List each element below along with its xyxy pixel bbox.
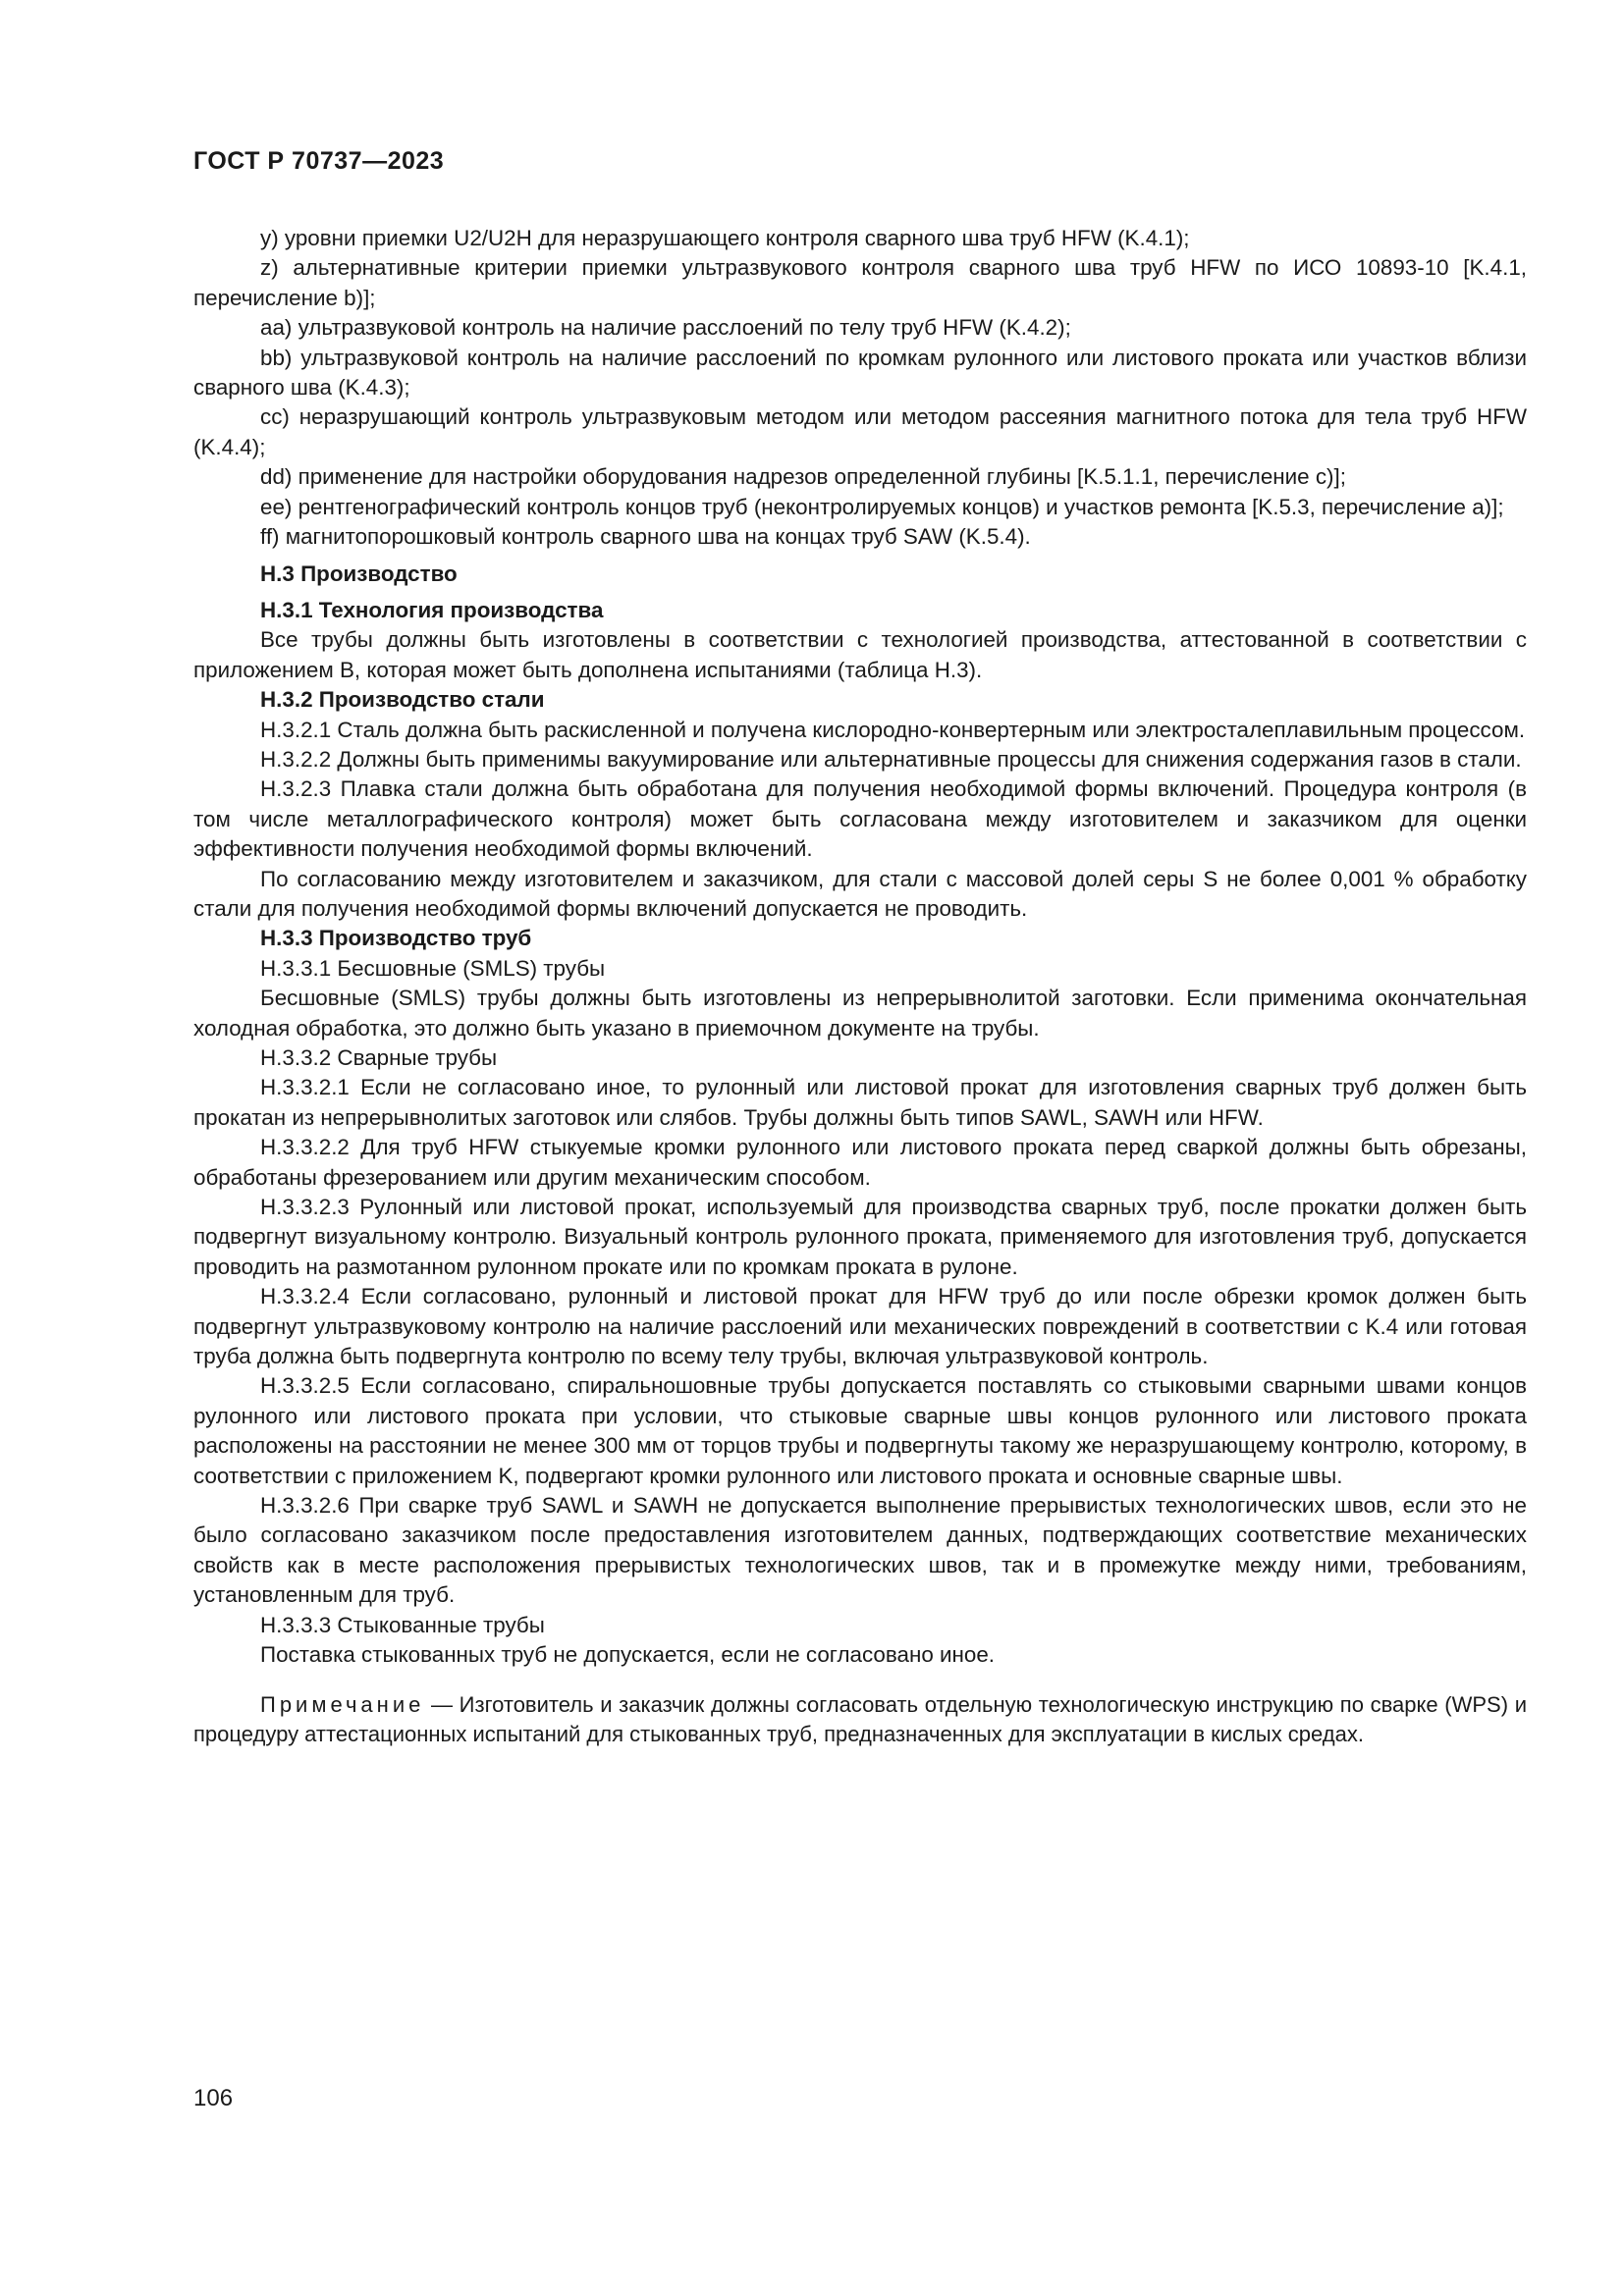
body-paragraph: Н.3.3.2.2 Для труб HFW стыкуемые кромки рулонного или листового проката перед сваркой должны быть обрезаны, обработаны фрезерованием или другим механическим способом. [193,1135,1527,1190]
body-paragraph: ee) рентгенографический контроль концов труб (неконтролируемых концов) и участков ремонта [K.5.3, перечисление a)]; [260,494,1504,519]
note-label: Примечание [260,1691,425,1717]
page-number: 106 [193,2085,234,2111]
body-paragraph: Н.3.2.3 Плавка стали должна быть обработана для получения необходимой формы включений. Процедура контроля (в том числе металлографического контроля) может быть согласована между изготовителем и заказчиком для оценки эффективности получения необходимой формы включений. [193,776,1527,862]
note-text: — Изготовитель и заказчик должны согласовать отдельную технологическую инструкцию по сварке (WPS) и процедуру аттестационных испытаний для стыкованных труб, предназначенных для эксплуатации в кислых средах. [193,1691,1527,1746]
body-paragraph: bb) ультразвуковой контроль на наличие расслоений по кромкам рулонного или листового проката или участков вблизи сварного шва (K.4.3); [193,345,1527,400]
body-paragraph: aa) ультразвуковой контроль на наличие расслоений по телу труб HFW (K.4.2); [260,315,1071,341]
section-heading: Н.3.1 Технология производства [260,597,604,622]
body-paragraph: Н.3.3.3 Стыкованные трубы [260,1612,545,1637]
section-heading: Н.3.3 Производство труб [260,926,532,951]
body-paragraph: По согласованию между изготовителем и заказчиком, для стали с массовой долей серы S не более 0,001 % обработку стали для получения необходимой формы включений допускается не проводить. [193,866,1527,921]
body-paragraph: Н.3.3.2.5 Если согласовано, спиральношовные трубы допускается поставлять со стыковыми сварными швами концов рулонного или листового проката при условии, что стыковые сварные швы концов рулонного или листового проката расположены на расстоянии не менее 300 мм от торцов трубы и подвергнуты такому же неразрушающему контролю, которому, в соответствии с приложением K, подвергают кромки рулонного или листового проката и основные сварные швы. [193,1373,1527,1488]
note-paragraph [193,1690,1527,1750]
body-paragraph: Н.3.3.1 Бесшовные (SMLS) трубы [260,955,606,981]
body-paragraph: Все трубы должны быть изготовлены в соответствии с технологией производства, аттестованной в соответствии с приложением В, которая может быть дополнена испытаниями (таблица Н.3). [193,627,1527,682]
body-paragraph: Н.3.2.2 Должны быть применимы вакуумирование или альтернативные процессы для снижения содержания газов в стали. [260,746,1522,772]
section-heading: Н.3 Производство [260,561,458,587]
body-paragraph: Бесшовные (SMLS) трубы должны быть изготовлены из непрерывнолитой заготовки. Если применима окончательная холодная обработка, это должно быть указано в приемочном документе на трубы. [193,986,1527,1041]
document-header: ГОСТ Р 70737—2023 [193,147,445,175]
body-paragraph: Н.3.3.2.4 Если согласовано, рулонный и листовой прокат для HFW труб до или после обрезки кромок должен быть подвергнут ультразвуковому контролю на наличие расслоений или механических повреждений в соответствии с K.4 или готовая труба должна быть подвергнута контролю по всему телу трубы, включая ультразвуковой контроль. [193,1284,1527,1369]
body-paragraph: Поставка стыкованных труб не допускается, если не согласовано иное. [260,1642,996,1668]
body-paragraph: Н.3.3.2 Сварные трубы [260,1044,498,1070]
body-paragraph: ff) магнитопорошковый контроль сварного шва на концах труб SAW (K.5.4). [260,524,1031,550]
body-paragraph: Н.3.2.1 Сталь должна быть раскисленной и получена кислородно-конвертерным или электросталеплавильным процессом. [260,717,1526,742]
body-paragraph: Н.3.3.2.1 Если не согласовано иное, то рулонный или листовой прокат для изготовления сварных труб должен быть прокатан из непрерывнолитых заготовок или слябов. Трубы должны быть типов SAWL, SAWH или HFW. [193,1075,1527,1130]
section-heading: Н.3.2 Производство стали [260,687,545,713]
paragraph-list [193,224,1527,1671]
body-paragraph: z) альтернативные критерии приемки ультразвукового контроля сварного шва труб HFW по ИСО 10893-10 [K.4.1, перечисление b)]; [193,255,1527,310]
document-body [193,224,1527,1749]
body-paragraph: cc) неразрушающий контроль ультразвуковым методом или методом рассеяния магнитного потока для тела труб HFW (K.4.4); [193,404,1527,459]
body-paragraph: Н.3.3.2.3 Рулонный или листовой прокат, используемый для производства сварных труб, после прокатки должен быть подвергнут визуальному контролю. Визуальный контроль рулонного проката, применяемого для изготовления труб, допускается проводить на размотанном рулонном прокате или по кромкам проката в рулоне. [193,1195,1527,1279]
body-paragraph: dd) применение для настройки оборудования надрезов определенной глубины [K.5.1.1, перечисление c)]; [260,464,1346,490]
body-paragraph: Н.3.3.2.6 При сварке труб SAWL и SAWH не допускается выполнение прерывистых технологических швов, если это не было согласовано заказчиком после предоставления изготовителем данных, подтверждающих соответствие механических свойств как в месте расположения прерывистых технологических швов, так и в промежутке между ними, требованиям, установленным для труб. [193,1493,1527,1608]
body-paragraph: y) уровни приемки U2/U2H для неразрушающего контроля сварного шва труб HFW (K.4.1); [260,226,1190,250]
